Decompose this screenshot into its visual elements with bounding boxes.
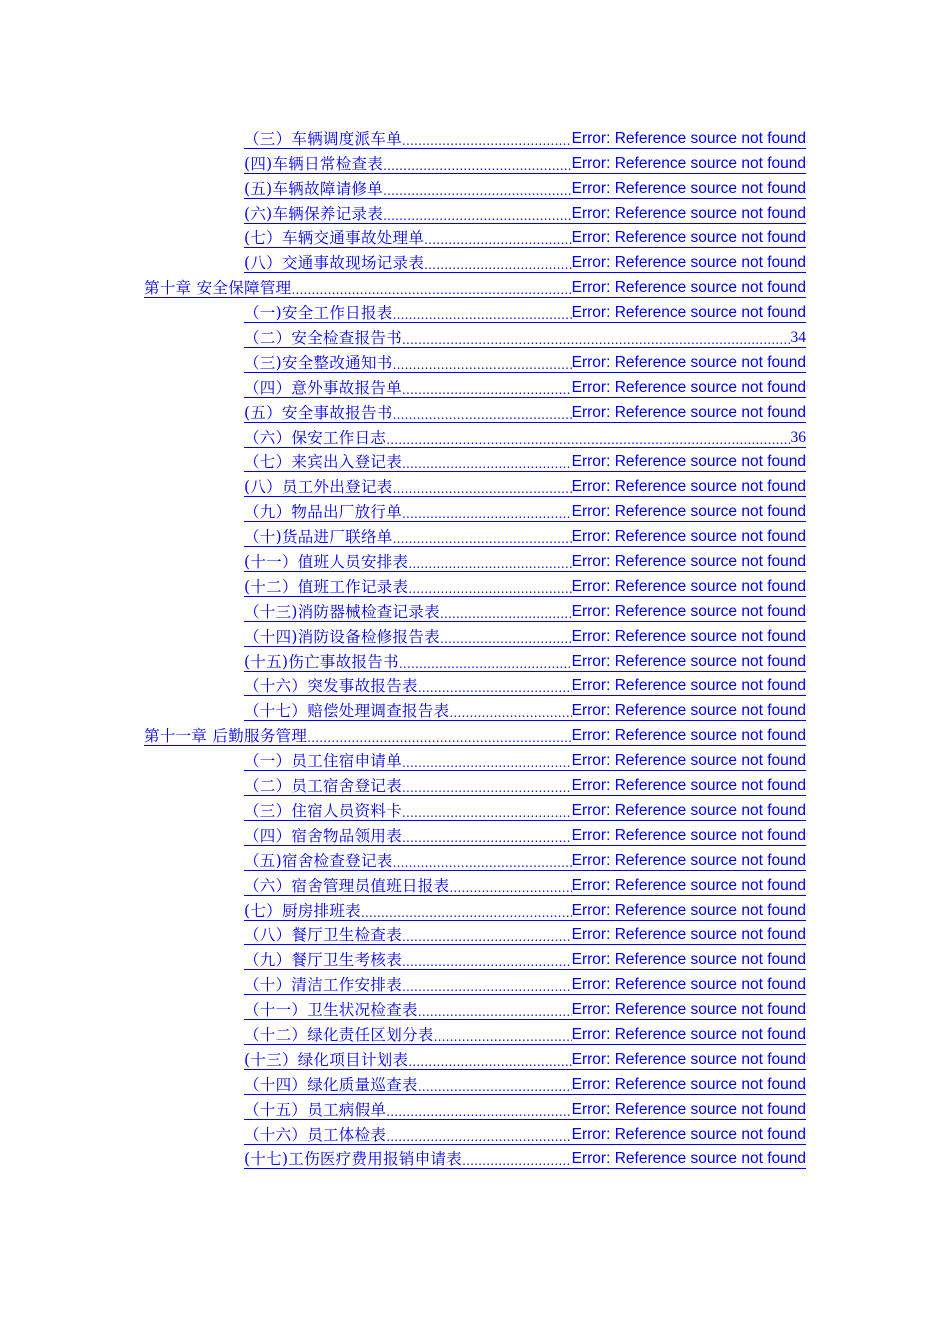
toc-entry-line xyxy=(244,205,806,224)
toc-entry-title: （九）餐厅卫生考核表 xyxy=(244,951,403,970)
toc-entry-line xyxy=(244,926,806,945)
toc-dot-leader xyxy=(402,756,572,770)
toc-page-reference: Error: Reference source not found xyxy=(571,702,806,720)
toc-page-reference: Error: Reference source not found xyxy=(571,353,806,371)
toc-entry-link[interactable] xyxy=(0,945,950,970)
toc-entry-link[interactable] xyxy=(0,522,950,547)
toc-entry-line xyxy=(244,1126,806,1145)
toc-entry-line xyxy=(244,155,806,174)
toc-entry-title: （十六）突发事故报告表 xyxy=(244,677,418,696)
toc-entry-link[interactable] xyxy=(0,547,950,572)
toc-page-reference: Error: Reference source not found xyxy=(571,403,806,421)
toc-entry-line xyxy=(244,802,806,821)
toc-entry-line xyxy=(244,354,806,373)
toc-dot-leader xyxy=(418,1080,572,1094)
toc-entry-link[interactable] xyxy=(0,896,950,921)
toc-entry-title: (十五)伤亡事故报告书 xyxy=(244,652,399,671)
toc-entry-link[interactable] xyxy=(0,398,950,423)
toc-entry-link[interactable] xyxy=(0,248,950,273)
toc-dot-leader xyxy=(393,482,572,496)
toc-dot-leader xyxy=(402,333,790,347)
toc-entry-line xyxy=(244,653,806,672)
toc-page-reference: Error: Reference source not found xyxy=(571,478,806,496)
toc-page-reference: Error: Reference source not found xyxy=(571,254,806,272)
toc-dot-leader xyxy=(402,383,572,397)
toc-entry-link[interactable] xyxy=(0,373,950,398)
toc-entry-title: (六)车辆保养记录表 xyxy=(244,204,384,223)
toc-entry-title: (八）员工外出登记表 xyxy=(244,478,393,497)
toc-dot-leader xyxy=(408,582,571,596)
toc-entry-line xyxy=(244,130,806,149)
toc-page-reference: Error: Reference source not found xyxy=(571,1150,806,1168)
toc-entry-line xyxy=(244,478,806,497)
toc-entry-line xyxy=(244,827,806,846)
toc-page-reference: Error: Reference source not found xyxy=(571,304,806,322)
toc-page-reference: Error: Reference source not found xyxy=(571,627,806,645)
toc-entry-title: （十七）赔偿处理调查报告表 xyxy=(244,702,450,721)
toc-entry-line xyxy=(244,777,806,796)
toc-page-reference: Error: Reference source not found xyxy=(571,528,806,546)
toc-dot-leader xyxy=(383,184,572,198)
toc-entry-line xyxy=(244,1051,806,1070)
toc-dot-leader xyxy=(386,433,790,447)
toc-dot-leader xyxy=(440,632,572,646)
toc-dot-leader xyxy=(386,1130,571,1144)
toc-dot-leader xyxy=(307,731,571,745)
toc-page-reference: Error: Reference source not found xyxy=(571,652,806,670)
toc-dot-leader xyxy=(449,881,571,895)
toc-entry-link[interactable] xyxy=(0,746,950,771)
table-of-contents xyxy=(0,124,950,1169)
toc-entry-link[interactable] xyxy=(0,1070,950,1095)
toc-page-reference: Error: Reference source not found xyxy=(571,1001,806,1019)
toc-entry-line xyxy=(244,304,806,323)
toc-page-reference: Error: Reference source not found xyxy=(571,279,806,297)
toc-dot-leader xyxy=(393,308,572,322)
toc-entry-title: （一）员工住宿申请单 xyxy=(244,752,403,771)
toc-entry-link[interactable] xyxy=(0,199,950,224)
toc-page-reference: Error: Reference source not found xyxy=(571,1100,806,1118)
toc-entry-link[interactable] xyxy=(0,771,950,796)
toc-page-reference: Error: Reference source not found xyxy=(571,229,806,247)
toc-entry-title: （一)安全工作日报表 xyxy=(244,304,393,323)
toc-dot-leader xyxy=(383,159,572,173)
toc-dot-leader xyxy=(393,408,572,422)
toc-page-reference: Error: Reference source not found xyxy=(571,752,806,770)
toc-entry-title: (五）安全事故报告书 xyxy=(244,403,393,422)
toc-page-reference: Error: Reference source not found xyxy=(571,378,806,396)
toc-entry-link[interactable] xyxy=(0,149,950,174)
toc-entry-title: （十六）员工体检表 xyxy=(244,1125,387,1144)
toc-entry-title: （四）意外事故报告单 xyxy=(244,378,403,397)
toc-page-reference: Error: Reference source not found xyxy=(571,503,806,521)
toc-dot-leader xyxy=(424,258,571,272)
toc-entry-link[interactable] xyxy=(0,622,950,647)
toc-entry-title: 第十一章 后勤服务管理 xyxy=(144,727,308,746)
toc-page-reference: Error: Reference source not found xyxy=(571,1050,806,1068)
toc-entry-line xyxy=(244,254,806,273)
toc-entry-line xyxy=(244,329,806,348)
toc-entry-title: (七）厨房排班表 xyxy=(244,901,361,920)
toc-entry-title: （八）餐厅卫生检查表 xyxy=(244,926,403,945)
toc-dot-leader xyxy=(393,358,572,372)
toc-entry-title: (十一）值班人员安排表 xyxy=(244,553,409,572)
toc-page-reference: Error: Reference source not found xyxy=(571,1075,806,1093)
toc-dot-leader xyxy=(399,657,572,671)
toc-page-reference: Error: Reference source not found xyxy=(571,577,806,595)
toc-entry-line xyxy=(144,279,806,298)
toc-entry-line xyxy=(244,951,806,970)
toc-entry-title: （十四）绿化质量巡查表 xyxy=(244,1075,418,1094)
toc-entry-link[interactable] xyxy=(0,672,950,697)
toc-page-reference: Error: Reference source not found xyxy=(571,553,806,571)
toc-entry-title: （十四)消防设备检修报告表 xyxy=(244,627,440,646)
toc-entry-link[interactable] xyxy=(0,124,950,149)
toc-entry-line xyxy=(244,1001,806,1020)
toc-entry-title: （十二）绿化责任区划分表 xyxy=(244,1025,434,1044)
toc-entry-line xyxy=(244,453,806,472)
toc-entry-link[interactable] xyxy=(0,995,950,1020)
toc-entry-title: （三)安全整改通知书 xyxy=(244,353,393,372)
toc-page-reference: Error: Reference source not found xyxy=(571,826,806,844)
toc-page-reference: Error: Reference source not found xyxy=(571,1125,806,1143)
toc-page-reference: Error: Reference source not found xyxy=(571,179,806,197)
toc-entry-line xyxy=(244,628,806,647)
toc-chapter-link[interactable] xyxy=(0,273,950,298)
toc-entry-title: （十)货品进厂联络单 xyxy=(244,528,393,547)
toc-dot-leader xyxy=(402,781,572,795)
toc-entry-title: (四)车辆日常检查表 xyxy=(244,154,384,173)
toc-entry-line xyxy=(244,677,806,696)
toc-page-reference: Error: Reference source not found xyxy=(571,602,806,620)
toc-page-reference: 36 xyxy=(790,428,806,446)
toc-entry-line xyxy=(244,1076,806,1095)
toc-page-reference: 34 xyxy=(790,329,806,347)
toc-entry-line xyxy=(244,503,806,522)
toc-entry-line xyxy=(244,1150,806,1169)
toc-entry-link[interactable] xyxy=(0,572,950,597)
toc-dot-leader xyxy=(408,557,571,571)
toc-page-reference: Error: Reference source not found xyxy=(571,801,806,819)
toc-page-reference: Error: Reference source not found xyxy=(571,154,806,172)
toc-entry-line xyxy=(244,229,806,248)
toc-entry-line xyxy=(244,578,806,597)
toc-entry-link[interactable] xyxy=(0,1020,950,1045)
toc-page-reference: Error: Reference source not found xyxy=(571,777,806,795)
toc-entry-link[interactable] xyxy=(0,846,950,871)
toc-page-reference: Error: Reference source not found xyxy=(571,453,806,471)
toc-entry-line xyxy=(244,752,806,771)
toc-page-reference: Error: Reference source not found xyxy=(571,926,806,944)
toc-entry-line xyxy=(244,603,806,622)
toc-entry-line xyxy=(244,702,806,721)
toc-dot-leader xyxy=(434,1030,572,1044)
toc-entry-link[interactable] xyxy=(0,224,950,249)
toc-dot-leader xyxy=(418,1005,572,1019)
toc-entry-title: （五)宿舍检查登记表 xyxy=(244,851,393,870)
toc-entry-line xyxy=(244,877,806,896)
toc-entry-link[interactable] xyxy=(0,448,950,473)
toc-entry-link[interactable] xyxy=(0,472,950,497)
toc-entry-link[interactable] xyxy=(0,970,950,995)
toc-entry-title: （十三)消防器械检查记录表 xyxy=(244,602,440,621)
toc-page-reference: Error: Reference source not found xyxy=(571,951,806,969)
toc-dot-leader xyxy=(424,233,571,247)
toc-entry-title: （二）员工宿舍登记表 xyxy=(244,777,403,796)
toc-entry-link[interactable] xyxy=(0,348,950,373)
toc-dot-leader xyxy=(402,980,572,994)
toc-entry-title: （三）车辆调度派车单 xyxy=(244,129,403,148)
toc-dot-leader xyxy=(408,1055,571,1069)
toc-entry-line xyxy=(244,528,806,547)
toc-page-reference: Error: Reference source not found xyxy=(571,677,806,695)
toc-dot-leader xyxy=(402,955,572,969)
toc-page-reference: Error: Reference source not found xyxy=(571,1025,806,1043)
toc-entry-link[interactable] xyxy=(0,497,950,522)
toc-page-reference: Error: Reference source not found xyxy=(571,129,806,147)
toc-dot-leader xyxy=(402,930,572,944)
toc-entry-line xyxy=(244,1026,806,1045)
toc-entry-line xyxy=(244,404,806,423)
toc-chapter-link[interactable] xyxy=(0,721,950,746)
toc-entry-line xyxy=(244,379,806,398)
toc-entry-title: (十三）绿化项目计划表 xyxy=(244,1050,409,1069)
toc-entry-title: （九）物品出厂放行单 xyxy=(244,503,403,522)
toc-dot-leader xyxy=(393,856,572,870)
toc-entry-link[interactable] xyxy=(0,1045,950,1070)
toc-entry-line xyxy=(244,852,806,871)
toc-page-reference: Error: Reference source not found xyxy=(571,851,806,869)
toc-entry-link[interactable] xyxy=(0,1120,950,1145)
toc-entry-line xyxy=(144,727,806,746)
toc-dot-leader xyxy=(393,532,572,546)
toc-entry-line xyxy=(244,429,806,448)
toc-entry-title: （六）保安工作日志 xyxy=(244,428,387,447)
toc-page-reference: Error: Reference source not found xyxy=(571,876,806,894)
toc-entry-line xyxy=(244,180,806,199)
toc-entry-link[interactable] xyxy=(0,1095,950,1120)
toc-dot-leader xyxy=(383,209,572,223)
toc-entry-link[interactable] xyxy=(0,597,950,622)
toc-entry-title: （十五）员工病假单 xyxy=(244,1100,387,1119)
toc-dot-leader xyxy=(418,681,572,695)
toc-dot-leader xyxy=(361,906,572,920)
toc-entry-title: (七）车辆交通事故处理单 xyxy=(244,229,425,248)
toc-dot-leader xyxy=(402,831,572,845)
toc-entry-line xyxy=(244,976,806,995)
toc-entry-link[interactable] xyxy=(0,647,950,672)
toc-dot-leader xyxy=(402,457,572,471)
toc-entry-link[interactable] xyxy=(0,696,950,721)
toc-page-reference: Error: Reference source not found xyxy=(571,976,806,994)
toc-entry-title: （二）安全检查报告书 xyxy=(244,329,403,348)
toc-entry-title: (五)车辆故障请修单 xyxy=(244,179,384,198)
toc-entry-title: （七）来宾出入登记表 xyxy=(244,453,403,472)
toc-entry-title: （十一）卫生状况检查表 xyxy=(244,1001,418,1020)
toc-entry-title: （六）宿舍管理员值班日报表 xyxy=(244,876,450,895)
toc-dot-leader xyxy=(291,283,571,297)
toc-dot-leader xyxy=(386,1105,571,1119)
toc-dot-leader xyxy=(440,607,572,621)
toc-entry-link[interactable] xyxy=(0,1145,950,1170)
toc-entry-title: （十）清洁工作安排表 xyxy=(244,976,403,995)
toc-dot-leader xyxy=(402,806,572,820)
toc-dot-leader xyxy=(402,507,572,521)
toc-page-reference: Error: Reference source not found xyxy=(571,901,806,919)
toc-dot-leader xyxy=(462,1154,572,1168)
toc-entry-title: （三）住宿人员资料卡 xyxy=(244,801,403,820)
toc-dot-leader xyxy=(449,706,571,720)
toc-entry-title: 第十章 安全保障管理 xyxy=(144,279,292,298)
toc-entry-link[interactable] xyxy=(0,821,950,846)
toc-entry-link[interactable] xyxy=(0,796,950,821)
toc-entry-link[interactable] xyxy=(0,423,950,448)
toc-entry-link[interactable] xyxy=(0,298,950,323)
toc-page-reference: Error: Reference source not found xyxy=(571,727,806,745)
toc-entry-title: （四）宿舍物品领用表 xyxy=(244,826,403,845)
toc-entry-title: (十七)工伤医疗费用报销申请表 xyxy=(244,1150,463,1169)
toc-entry-link[interactable] xyxy=(0,174,950,199)
toc-entry-link[interactable] xyxy=(0,871,950,896)
toc-entry-title: (十二）值班工作记录表 xyxy=(244,577,409,596)
toc-entry-line xyxy=(244,553,806,572)
toc-entry-link[interactable] xyxy=(0,323,950,348)
toc-entry-title: (八）交通事故现场记录表 xyxy=(244,254,425,273)
toc-page-reference: Error: Reference source not found xyxy=(571,204,806,222)
toc-dot-leader xyxy=(402,134,572,148)
toc-entry-line xyxy=(244,902,806,921)
toc-entry-link[interactable] xyxy=(0,921,950,946)
toc-entry-line xyxy=(244,1101,806,1120)
